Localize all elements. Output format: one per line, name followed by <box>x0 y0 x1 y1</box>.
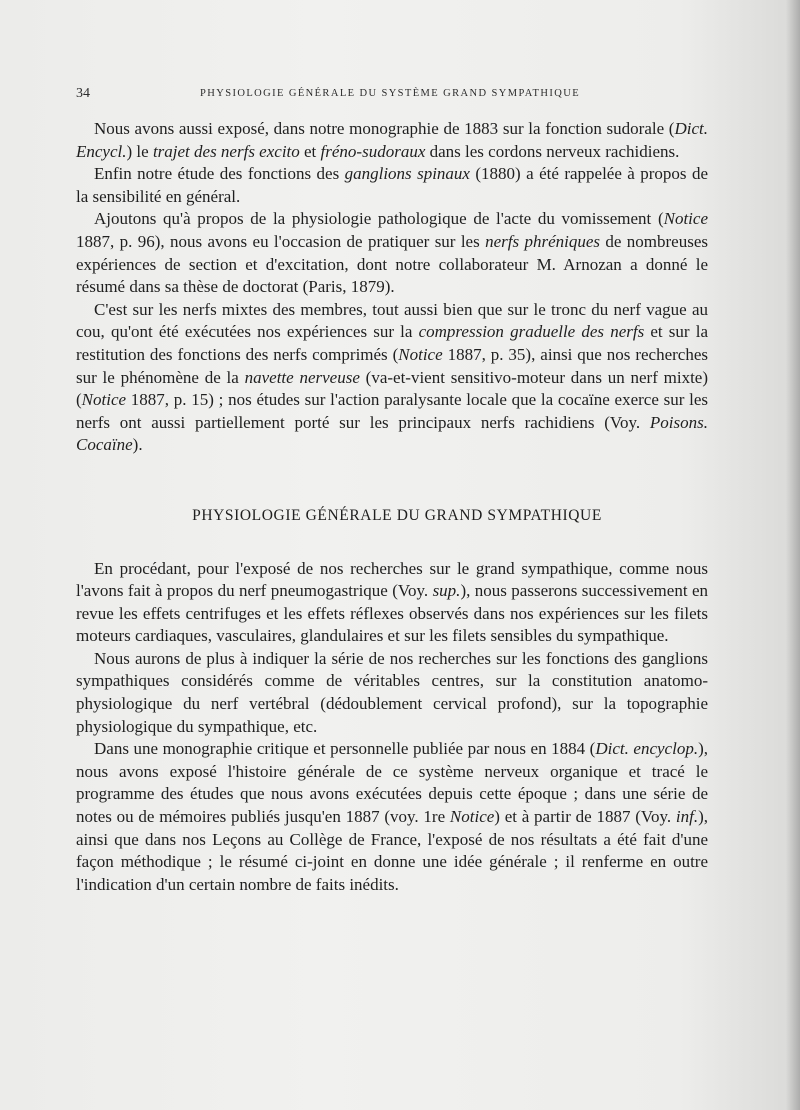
body-paragraph <box>76 163 708 208</box>
text-run: En procédant, pour l'exposé de nos recherches sur le grand sympathique, comme nous l'avons fait à propos du nerf pneumogastrique (Voy. <box>76 558 708 601</box>
text-run: ) le <box>126 141 153 161</box>
text-run: ), nous avons exposé l'histoire générale de ce système nerveux organique et tracé le programme des études que nous avons exécutées depuis cette époque ; dans une série de notes ou de mémoires publiés jusqu'en 1887 (voy. 1re <box>76 739 708 827</box>
page-body <box>76 118 708 896</box>
text-run: Nous avons aussi exposé, dans notre monographie de 1883 sur la fonction sudorale ( <box>94 119 675 138</box>
text-run: (1880) a été rappelée à propos de la sensibilité en général. <box>76 164 709 206</box>
text-run: 1887, p. 96), nous avons eu l'occasion de pratiquer sur les <box>76 231 486 251</box>
body-paragraph <box>76 558 708 648</box>
text-run: (va-et-vient sensitivo-moteur dans un nerf mixte) ( <box>76 367 709 410</box>
text-run: ). <box>132 435 143 455</box>
italic-text: Dict. encyclop. <box>595 739 699 759</box>
text-run: ), ainsi que dans nos Leçons au Collège de France, l'exposé de nos résultats a été fait d'une façon méthodique ; le résumé ci-joint en donne une idée générale ; il renferme en outre l'indication d'un certain nombre de faits inédits. <box>76 807 708 894</box>
italic-text: sup. <box>432 581 461 601</box>
body-paragraph <box>76 648 708 738</box>
italic-text: inf. <box>675 807 699 827</box>
italic-text: Notice <box>398 344 443 364</box>
text-run: dans les cordons nerveux rachidiens. <box>425 141 680 161</box>
italic-text: Notice <box>663 209 708 229</box>
paragraphs-before <box>76 118 708 457</box>
text-run: et <box>299 141 321 161</box>
body-paragraph <box>76 208 708 298</box>
paragraphs-after <box>76 558 708 897</box>
text-run: et sur la restitution des fonctions des nerfs comprimés ( <box>76 322 708 364</box>
body-paragraph <box>76 738 708 896</box>
text-run: Nous aurons de plus à indiquer la série de nos recherches sur les fonctions des ganglions sympathiques considérés comme de véritables centres, sur la constitution anatomo-physiologique du nerf vertébral (dédoublement cervical profond), sur la topographie physiologique du sympathique, etc. <box>76 648 708 736</box>
italic-text: compression graduelle des nerfs <box>418 322 645 342</box>
italic-text: Dict. Encycl. <box>76 119 708 161</box>
italic-text: trajet des nerfs excito <box>152 141 300 161</box>
section-title: PHYSIOLOGIE GÉNÉRALE DU GRAND SYMPATHIQUE <box>192 506 602 524</box>
italic-text: Notice <box>81 390 127 410</box>
body-paragraph <box>76 299 708 457</box>
italic-text: navette nerveuse <box>244 367 360 387</box>
italic-text: nerfs phréniques <box>485 231 601 251</box>
page-edge-shadow <box>786 0 800 1110</box>
text-run: C'est sur les nerfs mixtes des membres, tout aussi bien que sur le tronc du nerf vague au cou, qu'ont été exécutées nos expériences sur la <box>76 299 708 342</box>
text-run: ) et à partir de 1887 (Voy. <box>494 807 676 827</box>
italic-text: Poisons. Cocaïne <box>76 412 708 455</box>
running-head: PHYSIOLOGIE GÉNÉRALE DU SYSTÈME GRAND SYMPATHIQUE <box>200 88 581 99</box>
text-run: ), nous passerons successivement en revue les effets centrifuges et les effets réflexes observés dans nos expériences sur les filets moteurs cardiaques, vasculaires, glandulaires et sur les filets sensibles du sympathique. <box>76 581 708 646</box>
page-number: 34 <box>76 86 90 101</box>
body-paragraph <box>76 118 708 163</box>
text-run: Dans une monographie critique et personnelle publiée par nous en 1884 ( <box>94 739 596 759</box>
page-header <box>76 86 716 106</box>
text-run: 1887, p. 15) ; nos études sur l'action paralysante locale que la cocaïne exerce sur les nerfs ont aussi partiellement porté sur les principaux nerfs rachidiens (Voy. <box>76 390 708 432</box>
italic-text: fréno-sudoraux <box>320 141 426 161</box>
italic-text: Notice <box>449 807 495 827</box>
text-run: Ajoutons qu'à propos de la physiologie pathologique de l'acte du vomissement ( <box>94 209 664 229</box>
text-run: 1887, p. 35), ainsi que nos recherches sur le phénomène de la <box>76 344 708 387</box>
text-run: Enfin notre étude des fonctions des <box>94 164 345 184</box>
italic-text: ganglions spinaux <box>344 164 470 184</box>
text-run: de nombreuses expériences de section et d'excitation, dont notre collaborateur M. Arnozan a donné le résumé dans sa thèse de doctorat (Paris, 1879). <box>76 231 708 297</box>
